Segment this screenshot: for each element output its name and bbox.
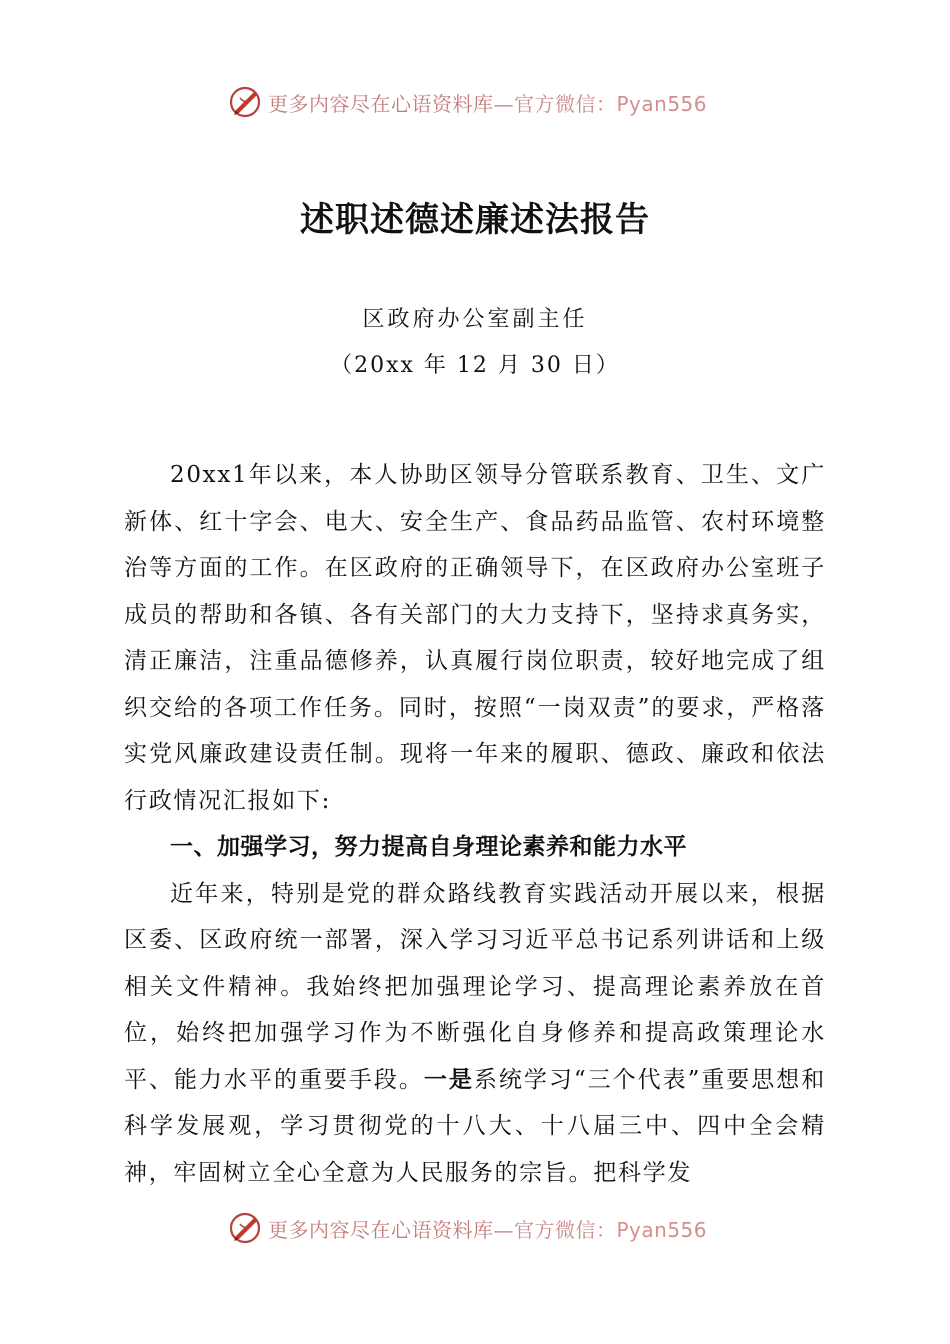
author-line: 区政府办公室副主任: [362, 307, 588, 332]
section-heading-1: 一、加强学习，努力提高自身理论素养和能力水平: [170, 834, 687, 860]
paragraph-intro: 20xx1年以来，本人协助区领导分管联系教育、卫生、文广新体、红十字会、电大、安全生产、食品药品监管、农村环境整治等方面的工作。在区政府的正确领导下，在区政府办公室班子成员的帮助和各镇、各有关部门的大力支持下，坚持求真务实，清正廉洁，注重品德修养，认真履行岗位职责，较好地完成了组织交给的各项工作任务。同时，按照“一岗双责”的要求，严格落实党风廉政建设责任制。现将一年来的履职、德政、廉政和依法行政情况汇报如下:: [124, 462, 826, 814]
pen-circle-logo-icon: [228, 84, 264, 120]
watermark-text: 更多内容尽在心语资料库—官方微信：Pyan556: [268, 91, 708, 116]
date-line: （20xx 年 12 月 30 日）: [330, 353, 620, 378]
watermark-banner-top: [228, 82, 748, 122]
paragraph-study: 近年来，特别是党的群众路线教育实践活动开展以来，根据区委、区政府统一部署，深入学习习近平总书记系列讲话和上级相关文件精神。我始终把加强理论学习、提高理论素养放在首位，始终把加强学习作为不断强化自身修养和提高政策理论水平、能力水平的重要手段。一是系统学习“三个代表”重要思想和科学发展观，学习贯彻党的十八大、十八届三中、四中全会精神，牢固树立全心全意为人民服务的宗旨。把科学发: [124, 880, 826, 1186]
pen-circle-logo-icon: [228, 1210, 264, 1246]
document-body: [124, 452, 826, 1196]
page-title: 述职述德述廉述法报告: [300, 200, 650, 240]
bold-lead-text: 一是: [423, 1066, 474, 1093]
watermark-banner-bottom: [228, 1208, 748, 1248]
watermark-text: 更多内容尽在心语资料库—官方微信：Pyan556: [268, 1217, 708, 1242]
